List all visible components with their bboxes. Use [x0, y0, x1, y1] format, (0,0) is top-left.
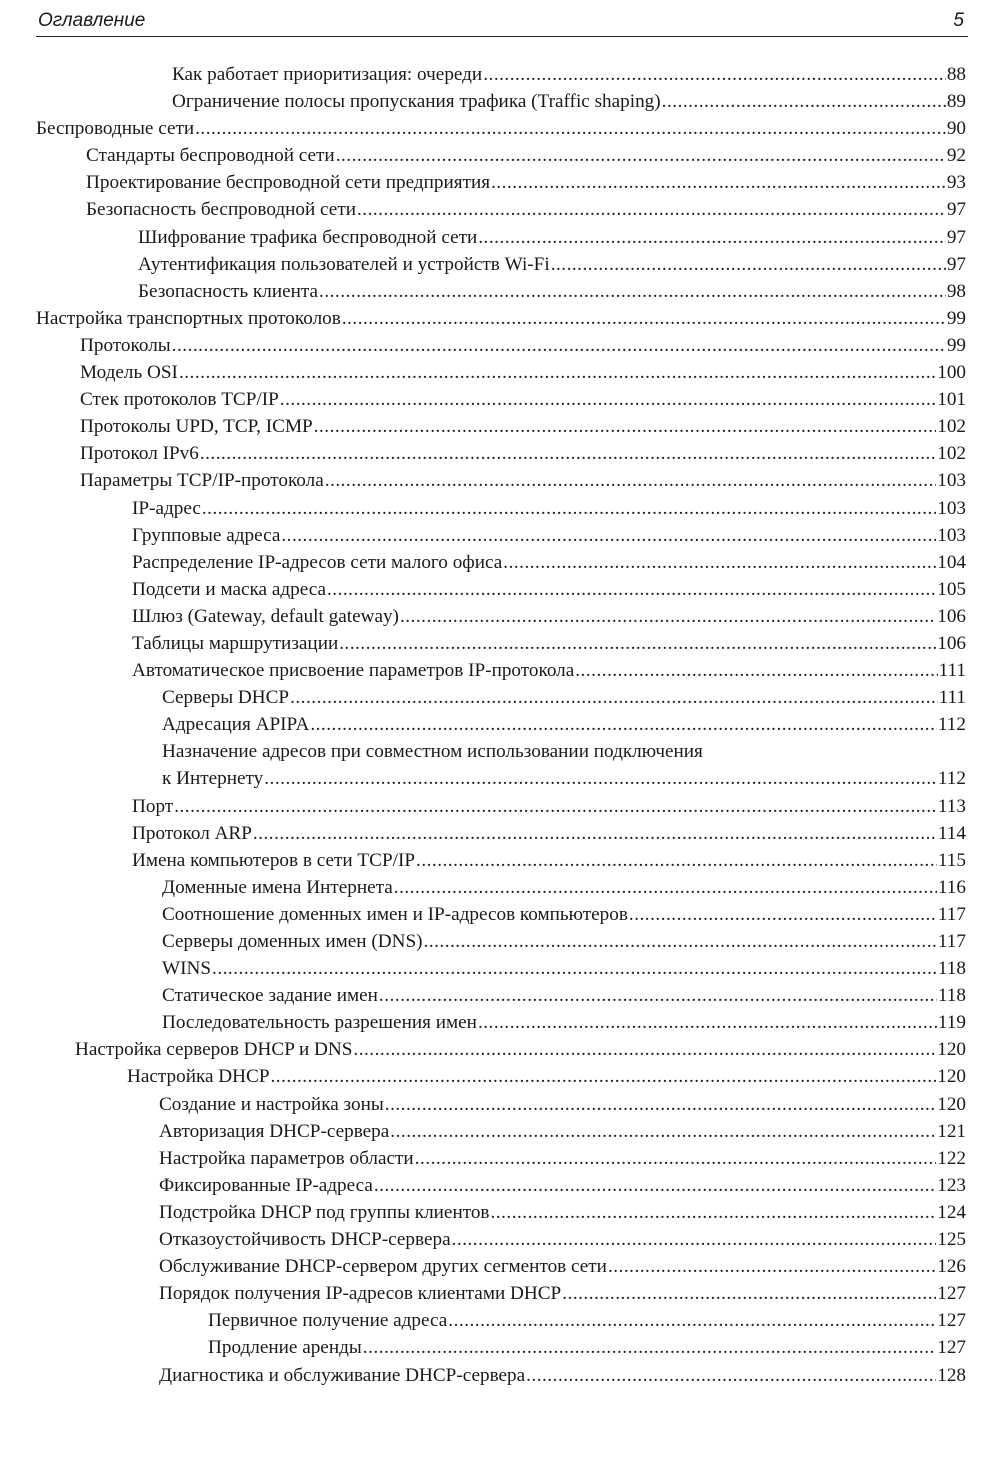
toc-entry-page: 105 — [937, 578, 966, 600]
toc-entry-page: 92 — [946, 145, 966, 167]
toc-entry-title: Стандарты беспроводной сети — [86, 145, 335, 167]
toc-leader-dots — [290, 684, 938, 711]
toc-leader-dots — [339, 630, 936, 657]
toc-entry-page: 119 — [937, 1012, 966, 1034]
toc-entry-page: 103 — [937, 470, 966, 492]
toc-entry[interactable] — [0, 874, 1000, 901]
toc-entry[interactable] — [0, 495, 1000, 522]
toc-entry[interactable] — [0, 278, 1000, 305]
toc-entry-title: Безопасность беспроводной сети — [86, 199, 356, 221]
toc-entry-page: 112 — [937, 714, 966, 736]
toc-leader-dots — [280, 386, 936, 413]
toc-entry-title: Настройка транспортных протоколов — [36, 307, 341, 329]
toc-entry-title: Протоколы UPD, TCP, ICMP — [80, 416, 313, 438]
toc-entry-title: Протоколы — [80, 334, 171, 356]
toc-entry-page: 120 — [937, 1093, 966, 1115]
toc-entry-page: 99 — [946, 307, 966, 329]
toc-entry-page: 121 — [937, 1120, 966, 1142]
toc-leader-dots — [491, 1199, 937, 1226]
toc-leader-dots — [394, 874, 937, 901]
toc-entry-title: Подстройка DHCP под группы клиентов — [159, 1201, 490, 1223]
toc-entry-title: Отказоустойчивость DHCP-сервера — [159, 1229, 451, 1251]
toc-entry[interactable] — [0, 142, 1000, 169]
toc-entry[interactable] — [0, 684, 1000, 711]
toc-entry[interactable] — [0, 1009, 1000, 1036]
toc-entry[interactable] — [0, 169, 1000, 196]
toc-leader-dots — [195, 115, 946, 142]
toc-entry-page: 125 — [937, 1229, 966, 1251]
toc-entry[interactable] — [0, 820, 1000, 847]
header-title: Оглавление — [38, 10, 146, 31]
toc-leader-dots — [202, 495, 936, 522]
toc-entry-page: 106 — [937, 605, 966, 627]
toc-entry-page: 111 — [938, 687, 966, 709]
toc-entry[interactable] — [0, 657, 1000, 684]
toc-leader-dots — [212, 955, 937, 982]
toc-leader-dots — [327, 576, 936, 603]
toc-entry-page: 127 — [937, 1283, 966, 1305]
toc-entry[interactable] — [0, 1091, 1000, 1118]
toc-entry[interactable] — [0, 1334, 1000, 1361]
toc-entry[interactable] — [0, 928, 1000, 955]
toc-leader-dots — [390, 1118, 936, 1145]
toc-entry-page: 97 — [946, 226, 966, 248]
toc-leader-dots — [483, 61, 946, 88]
toc-entry[interactable] — [0, 522, 1000, 549]
toc-entry[interactable] — [0, 88, 1000, 115]
toc-leader-dots — [174, 793, 937, 820]
toc-leader-dots — [264, 765, 937, 792]
toc-leader-dots — [379, 982, 937, 1009]
toc-entry[interactable] — [0, 305, 1000, 332]
toc-entry[interactable] — [0, 549, 1000, 576]
toc-leader-dots — [575, 657, 937, 684]
toc-leader-dots — [314, 413, 937, 440]
toc-entry-page: 102 — [937, 416, 966, 438]
toc-entry-title: Ограничение полосы пропускания трафика (Traffic shaping) — [172, 91, 661, 113]
toc-entry-page: 101 — [937, 389, 966, 411]
toc-entry-title: Протокол ARP — [132, 822, 252, 844]
toc-entry-title: Статическое задание имен — [162, 985, 378, 1007]
toc-leader-dots — [342, 305, 946, 332]
toc-entry-page: 124 — [937, 1201, 966, 1223]
toc-entry[interactable] — [0, 1362, 1000, 1389]
toc-entry-title: Параметры TCP/IP-протокола — [80, 470, 324, 492]
toc-entry-page: 103 — [937, 497, 966, 519]
toc-leader-dots — [452, 1226, 937, 1253]
toc-entry-title: Стек протоколов TCP/IP — [80, 389, 279, 411]
toc-entry-page: 111 — [938, 660, 966, 682]
toc-leader-dots — [424, 928, 937, 955]
toc-entry-page: 117 — [937, 931, 966, 952]
toc-leader-dots — [662, 88, 946, 115]
toc-entry[interactable] — [0, 224, 1000, 251]
toc-entry-title: Порт — [132, 795, 174, 817]
toc-entry[interactable] — [0, 630, 1000, 657]
toc-entry[interactable] — [0, 386, 1000, 413]
toc-entry-title: Настройка DHCP — [127, 1066, 270, 1088]
toc-leader-dots — [319, 278, 946, 305]
toc-entry-title: Таблицы маршрутизации — [132, 632, 339, 654]
toc-leader-dots — [385, 1091, 936, 1118]
toc-entry[interactable] — [0, 467, 1000, 494]
toc-entry[interactable] — [0, 982, 1000, 1009]
toc-entry[interactable] — [0, 413, 1000, 440]
toc-entry-title: Доменные имена Интернета — [162, 876, 393, 898]
toc-entry-title: Настройка серверов DHCP и DNS — [75, 1039, 353, 1061]
toc-entry-title: Диагностика и обслуживание DHCP-сервера — [159, 1364, 526, 1386]
toc-leader-dots — [416, 847, 937, 874]
toc-entry-page: 106 — [937, 632, 966, 654]
toc-entry-page: 127 — [937, 1337, 966, 1359]
toc-leader-dots — [374, 1172, 936, 1199]
toc-leader-dots — [200, 440, 936, 467]
toc-entry[interactable] — [0, 738, 1000, 792]
toc-leader-dots — [172, 332, 946, 359]
toc-leader-dots — [310, 711, 937, 738]
toc-entry-title: Авторизация DHCP-сервера — [159, 1120, 390, 1142]
toc-entry[interactable] — [0, 115, 1000, 142]
toc-leader-dots — [503, 549, 936, 576]
toc-entry-page: 118 — [937, 985, 966, 1007]
toc-leader-dots — [629, 901, 937, 928]
toc-entry-page: 120 — [937, 1039, 966, 1061]
toc-entry[interactable] — [0, 359, 1000, 386]
toc-entry-page: 118 — [937, 958, 966, 980]
toc-entry[interactable] — [0, 332, 1000, 359]
toc-entry-title: Первичное получение адреса — [208, 1310, 448, 1332]
toc-entry[interactable] — [0, 847, 1000, 874]
toc-leader-dots — [448, 1307, 936, 1334]
toc-entry-title-continued: к Интернету — [162, 768, 264, 790]
toc-leader-dots — [526, 1362, 936, 1389]
toc-entry-title: Модель OSI — [80, 362, 178, 384]
toc-leader-dots — [400, 603, 936, 630]
toc-leader-dots — [363, 1334, 936, 1361]
toc-entry[interactable] — [0, 1307, 1000, 1334]
toc-entry-page: 113 — [937, 795, 966, 817]
toc-entry[interactable] — [0, 711, 1000, 738]
toc-entry-title: Групповые адреса — [132, 524, 281, 546]
toc-entry[interactable] — [0, 440, 1000, 467]
toc-entry-page: 100 — [937, 362, 966, 384]
toc-entry-page: 90 — [946, 118, 966, 140]
toc-entry[interactable] — [0, 1226, 1000, 1253]
header-page-number: 5 — [953, 10, 964, 31]
toc-entry-page: 128 — [937, 1364, 966, 1386]
toc-entry[interactable] — [0, 1253, 1000, 1280]
toc-entry[interactable] — [0, 603, 1000, 630]
toc-entry-page: 98 — [946, 280, 966, 302]
toc-entry-title: Серверы доменных имен (DNS) — [162, 931, 423, 952]
table-of-contents — [0, 61, 1000, 1389]
toc-leader-dots — [253, 820, 937, 847]
toc-entry[interactable] — [0, 955, 1000, 982]
toc-entry-page: 120 — [937, 1066, 966, 1088]
toc-leader-dots — [353, 1036, 936, 1063]
toc-entry[interactable] — [0, 1280, 1000, 1307]
toc-leader-dots — [562, 1280, 936, 1307]
toc-leader-dots — [415, 1145, 937, 1172]
toc-entry-title: IP-адрес — [132, 497, 201, 519]
toc-leader-dots — [336, 142, 946, 169]
toc-entry-page: 88 — [946, 64, 966, 85]
toc-leader-dots — [551, 251, 946, 278]
toc-entry-page: 89 — [946, 91, 966, 113]
toc-entry-page: 117 — [937, 903, 966, 925]
toc-entry-title: WINS — [162, 958, 212, 980]
toc-entry-page: 93 — [946, 172, 966, 194]
toc-entry-page: 99 — [946, 334, 966, 356]
toc-entry-title: Беспроводные сети — [36, 118, 195, 140]
toc-entry[interactable] — [0, 793, 1000, 820]
toc-entry-title: Шлюз (Gateway, default gateway) — [132, 605, 399, 627]
toc-entry[interactable] — [0, 1199, 1000, 1226]
toc-entry[interactable] — [0, 1036, 1000, 1063]
toc-entry-title: Соотношение доменных имен и IP-адресов компьютеров — [162, 903, 628, 925]
toc-leader-dots — [491, 169, 946, 196]
toc-entry[interactable] — [0, 1118, 1000, 1145]
toc-entry-page: 116 — [937, 876, 966, 898]
toc-entry-title: Порядок получения IP-адресов клиентами DHCP — [159, 1283, 562, 1305]
toc-entry[interactable] — [0, 196, 1000, 223]
toc-entry-title: Продление аренды — [208, 1337, 362, 1359]
toc-leader-dots — [271, 1063, 937, 1090]
toc-entry-page: 122 — [937, 1147, 966, 1169]
toc-entry-title: Назначение адресов при совместном использовании подключения — [162, 741, 703, 763]
toc-entry-title: Адресация APIPA — [162, 714, 310, 736]
toc-leader-dots — [478, 224, 946, 251]
toc-entry-title: Безопасность клиента — [138, 280, 319, 302]
toc-entry-page: 97 — [946, 253, 966, 275]
toc-entry-page: 123 — [937, 1174, 966, 1196]
toc-entry-page: 114 — [937, 822, 966, 844]
toc-entry-page: 102 — [937, 443, 966, 465]
toc-entry-page: 103 — [937, 524, 966, 546]
toc-entry-page: 115 — [937, 849, 966, 871]
toc-entry-title: Как работает приоритизация: очереди — [172, 64, 483, 85]
toc-entry[interactable] — [0, 1145, 1000, 1172]
toc-leader-dots — [357, 196, 946, 223]
toc-entry-page: 112 — [937, 768, 966, 790]
toc-entry-page: 127 — [937, 1310, 966, 1332]
toc-entry-page: 104 — [937, 551, 966, 573]
toc-entry-title: Настройка параметров области — [159, 1147, 414, 1169]
toc-entry-title: Аутентификация пользователей и устройств Wi-Fi — [138, 253, 550, 275]
toc-entry-title: Имена компьютеров в сети TCP/IP — [132, 849, 416, 871]
toc-entry-title: Проектирование беспроводной сети предприятия — [86, 172, 491, 194]
toc-leader-dots — [281, 522, 936, 549]
toc-leader-dots — [325, 467, 936, 494]
toc-entry-title: Фиксированные IP-адреса — [159, 1174, 373, 1196]
toc-entry[interactable] — [0, 251, 1000, 278]
toc-entry[interactable] — [0, 901, 1000, 928]
toc-entry-title: Шифрование трафика беспроводной сети — [138, 226, 478, 248]
toc-entry[interactable] — [0, 61, 1000, 88]
toc-entry-title: Создание и настройка зоны — [159, 1093, 384, 1115]
toc-entry[interactable] — [0, 576, 1000, 603]
toc-entry[interactable] — [0, 1172, 1000, 1199]
toc-entry-title: Распределение IP-адресов сети малого офиса — [132, 551, 503, 573]
running-header — [36, 8, 968, 37]
toc-entry-title: Подсети и маска адреса — [132, 578, 326, 600]
toc-entry-title: Обслуживание DHCP-сервером других сегментов сети — [159, 1256, 607, 1278]
toc-entry[interactable] — [0, 1063, 1000, 1090]
toc-entry-title: Последовательность разрешения имен — [162, 1012, 477, 1034]
toc-leader-dots — [179, 359, 936, 386]
toc-entry-title: Автоматическое присвоение параметров IP-протокола — [132, 660, 575, 682]
toc-entry-title: Серверы DHCP — [162, 687, 290, 709]
toc-entry-page: 97 — [946, 199, 966, 221]
toc-entry-page: 126 — [937, 1256, 966, 1278]
toc-entry-title: Протокол IPv6 — [80, 443, 199, 465]
toc-leader-dots — [478, 1009, 937, 1036]
toc-leader-dots — [608, 1253, 936, 1280]
